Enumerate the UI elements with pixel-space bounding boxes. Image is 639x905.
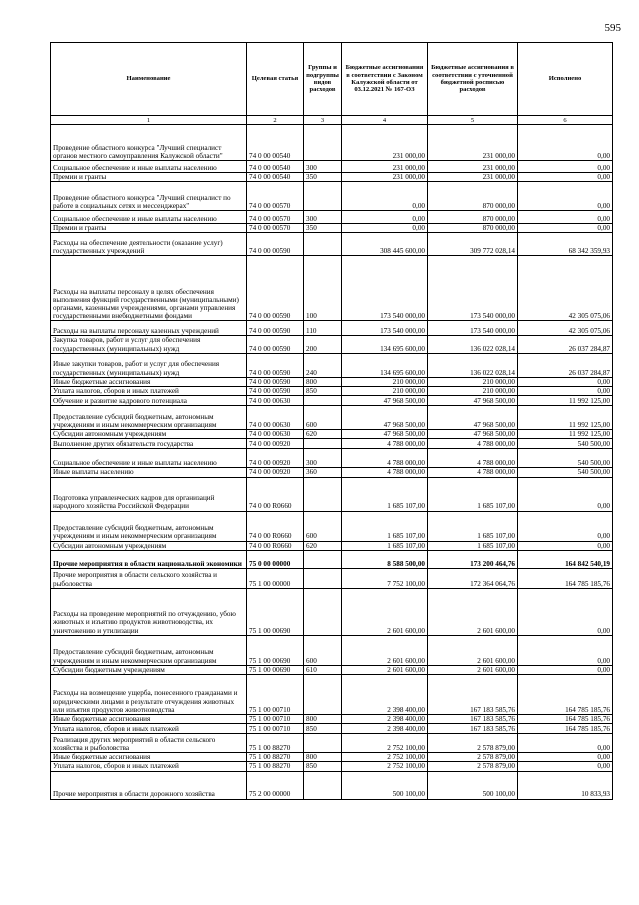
row-name: Премии и гранты [51, 173, 247, 182]
table-row [51, 449, 613, 468]
row-expense-group: 110 [304, 321, 342, 336]
row-name: Предоставление субсидий бюджетным, автономным учреждениям и иным некоммерческим организациям [51, 406, 247, 430]
row-law-amount: 4 788 000,00 [342, 449, 428, 468]
row-refined-amount: 172 364 064,76 [428, 568, 518, 588]
row-target-article: 75 1 00 00690 [247, 635, 304, 665]
row-expense-group: 350 [304, 224, 342, 233]
row-refined-amount: 167 183 585,76 [428, 724, 518, 734]
row-law-amount: 2 752 100,00 [342, 753, 428, 762]
row-expense-group: 800 [304, 753, 342, 762]
table-row [51, 635, 613, 665]
row-executed-amount: 0,00 [518, 511, 613, 541]
row-name: Уплата налогов, сборов и иных платежей [51, 762, 247, 771]
row-expense-group: 800 [304, 715, 342, 724]
row-executed-amount: 164 785 185,76 [518, 724, 613, 734]
column-number: 3 [304, 116, 342, 125]
row-law-amount: 2 398 400,00 [342, 675, 428, 715]
row-refined-amount: 1 685 107,00 [428, 541, 518, 550]
row-target-article: 75 1 00 00690 [247, 665, 304, 674]
row-target-article: 74 0 00 00540 [247, 173, 304, 182]
row-name: Выполнение других обязательств государства [51, 439, 247, 449]
row-name: Проведение областного конкурса "Лучший специалист по работе в социальных сетях и мессенджерах" [51, 182, 247, 211]
row-executed-amount: 11 992 125,00 [518, 430, 613, 439]
row-refined-amount: 231 000,00 [428, 161, 518, 173]
row-target-article: 74 0 00 00630 [247, 430, 304, 439]
column-number: 2 [247, 116, 304, 125]
header-expense-groups: Группы и подгруппы видов расходов [304, 43, 342, 116]
row-refined-amount: 47 968 500,00 [428, 406, 518, 430]
row-refined-amount: 4 788 000,00 [428, 468, 518, 477]
row-target-article: 74 0 00 00920 [247, 439, 304, 449]
row-executed-amount: 0,00 [518, 161, 613, 173]
row-target-article: 74 0 00 00920 [247, 468, 304, 477]
header-name: Наименование [51, 43, 247, 116]
row-executed-amount: 164 842 540,19 [518, 550, 613, 568]
row-refined-amount: 136 022 028,14 [428, 336, 518, 353]
row-refined-amount: 173 200 464,76 [428, 550, 518, 568]
header-law-allocations: Бюджетные ассигнования в соответствии с Законом Калужской области от 03.12.2021 № 167-ОЗ [342, 43, 428, 116]
row-law-amount: 4 788 000,00 [342, 468, 428, 477]
row-law-amount: 0,00 [342, 211, 428, 224]
table-row [51, 588, 613, 635]
row-target-article: 75 1 00 88270 [247, 734, 304, 753]
row-name: Прочие мероприятия в области сельского хозяйства и рыболовства [51, 568, 247, 588]
table-row [51, 430, 613, 439]
row-executed-amount: 540 500,00 [518, 449, 613, 468]
row-expense-group: 800 [304, 377, 342, 386]
row-law-amount: 500 100,00 [342, 771, 428, 799]
table-row [51, 336, 613, 353]
row-name: Прочие мероприятия в области национальной экономики [51, 550, 247, 568]
row-executed-amount: 0,00 [518, 125, 613, 161]
row-executed-amount: 0,00 [518, 477, 613, 511]
row-expense-group [304, 734, 342, 753]
row-expense-group: 100 [304, 256, 342, 321]
row-expense-group: 300 [304, 211, 342, 224]
row-name: Субсидии автономным учреждениям [51, 541, 247, 550]
row-target-article: 74 0 00 00590 [247, 256, 304, 321]
row-target-article: 75 1 00 00710 [247, 675, 304, 715]
row-target-article: 74 0 00 00590 [247, 233, 304, 256]
row-refined-amount: 231 000,00 [428, 125, 518, 161]
row-name: Социальное обеспечение и иные выплаты населению [51, 211, 247, 224]
row-law-amount: 0,00 [342, 182, 428, 211]
row-law-amount: 210 000,00 [342, 387, 428, 396]
row-target-article: 74 0 00 00590 [247, 336, 304, 353]
row-refined-amount: 870 000,00 [428, 224, 518, 233]
row-name: Субсидии автономным учреждениям [51, 430, 247, 439]
table-row [51, 173, 613, 182]
column-number: 1 [51, 116, 247, 125]
table-row [51, 762, 613, 771]
row-expense-group: 850 [304, 762, 342, 771]
table-row [51, 439, 613, 449]
table-row [51, 406, 613, 430]
row-refined-amount: 2 601 600,00 [428, 635, 518, 665]
row-refined-amount: 167 183 585,76 [428, 675, 518, 715]
row-expense-group [304, 550, 342, 568]
row-executed-amount: 164 785 185,76 [518, 568, 613, 588]
row-executed-amount: 0,00 [518, 635, 613, 665]
row-target-article: 74 0 00 R0660 [247, 541, 304, 550]
row-law-amount: 1 685 107,00 [342, 511, 428, 541]
row-executed-amount: 68 342 359,93 [518, 233, 613, 256]
row-law-amount: 4 788 000,00 [342, 439, 428, 449]
row-expense-group: 360 [304, 468, 342, 477]
table-row [51, 387, 613, 396]
table-row [51, 224, 613, 233]
row-name: Закупка товаров, работ и услуг для обеспечения государственных (муниципальных) нужд [51, 336, 247, 353]
row-refined-amount: 173 540 000,00 [428, 321, 518, 336]
row-name: Прочие мероприятия в области дорожного хозяйства [51, 771, 247, 799]
row-refined-amount: 4 788 000,00 [428, 439, 518, 449]
row-executed-amount: 0,00 [518, 665, 613, 674]
row-law-amount: 2 601 600,00 [342, 635, 428, 665]
table-row [51, 665, 613, 674]
header-target-article: Целевая статья [247, 43, 304, 116]
row-expense-group: 850 [304, 387, 342, 396]
row-expense-group [304, 233, 342, 256]
row-name: Уплата налогов, сборов и иных платежей [51, 724, 247, 734]
row-executed-amount: 0,00 [518, 211, 613, 224]
row-law-amount: 2 752 100,00 [342, 734, 428, 753]
row-refined-amount: 136 022 028,14 [428, 353, 518, 377]
row-expense-group: 620 [304, 541, 342, 550]
row-name: Иные бюджетные ассигнования [51, 753, 247, 762]
row-refined-amount: 2 601 600,00 [428, 665, 518, 674]
column-number: 4 [342, 116, 428, 125]
row-expense-group [304, 588, 342, 635]
row-refined-amount: 1 685 107,00 [428, 477, 518, 511]
row-expense-group [304, 771, 342, 799]
row-expense-group: 850 [304, 724, 342, 734]
row-expense-group [304, 182, 342, 211]
row-target-article: 75 1 00 00690 [247, 588, 304, 635]
row-name: Реализация других мероприятий в области сельского хозяйства и рыболовства [51, 734, 247, 753]
row-target-article: 74 0 00 00570 [247, 224, 304, 233]
row-name: Расходы на выплаты персоналу казенных учреждений [51, 321, 247, 336]
row-refined-amount: 2 578 879,00 [428, 753, 518, 762]
table-row [51, 233, 613, 256]
row-executed-amount: 42 305 075,06 [518, 321, 613, 336]
table-row [51, 541, 613, 550]
row-target-article: 74 0 00 00570 [247, 211, 304, 224]
row-refined-amount: 4 788 000,00 [428, 449, 518, 468]
row-target-article: 75 1 00 88270 [247, 762, 304, 771]
table-row [51, 161, 613, 173]
row-name: Расходы на обеспечение деятельности (оказание услуг) государственных учреждений [51, 233, 247, 256]
table-row [51, 753, 613, 762]
row-name: Иные выплаты населению [51, 468, 247, 477]
row-law-amount: 47 968 500,00 [342, 406, 428, 430]
row-law-amount: 7 752 100,00 [342, 568, 428, 588]
row-name: Расходы на выплаты персоналу в целях обеспечения выполнения функций государственными (муниципальными) органами, казенными учреждениями, органами управления государственными внебюджетными фондами [51, 256, 247, 321]
row-law-amount: 231 000,00 [342, 161, 428, 173]
row-law-amount: 2 752 100,00 [342, 762, 428, 771]
row-law-amount: 47 968 500,00 [342, 396, 428, 406]
row-law-amount: 0,00 [342, 224, 428, 233]
table-row [51, 256, 613, 321]
row-executed-amount: 540 500,00 [518, 468, 613, 477]
row-refined-amount: 870 000,00 [428, 182, 518, 211]
row-name: Расходы на проведение мероприятий по отчуждению, убою животных и изъятию продуктов животноводства, их уничтожению и утилизации [51, 588, 247, 635]
row-law-amount: 47 968 500,00 [342, 430, 428, 439]
row-target-article: 74 0 00 00540 [247, 125, 304, 161]
row-name: Иные бюджетные ассигнования [51, 377, 247, 386]
row-executed-amount: 11 992 125,00 [518, 406, 613, 430]
row-name: Иные закупки товаров, работ и услуг для обеспечения государственных (муниципальных) нужд [51, 353, 247, 377]
table-row [51, 377, 613, 386]
row-refined-amount: 47 968 500,00 [428, 396, 518, 406]
table-row [51, 511, 613, 541]
row-target-article: 74 0 00 00590 [247, 353, 304, 377]
row-target-article: 74 0 00 00630 [247, 396, 304, 406]
row-target-article: 74 0 00 00920 [247, 449, 304, 468]
row-executed-amount: 0,00 [518, 762, 613, 771]
table-row [51, 675, 613, 715]
row-expense-group: 200 [304, 336, 342, 353]
row-executed-amount: 10 833,93 [518, 771, 613, 799]
row-name: Социальное обеспечение и иные выплаты населению [51, 161, 247, 173]
row-expense-group [304, 439, 342, 449]
row-target-article: 74 0 00 R0660 [247, 477, 304, 511]
row-law-amount: 134 695 600,00 [342, 336, 428, 353]
row-target-article: 74 0 00 R0660 [247, 511, 304, 541]
row-target-article: 75 2 00 00000 [247, 771, 304, 799]
row-target-article: 74 0 00 00590 [247, 387, 304, 396]
row-expense-group [304, 125, 342, 161]
row-refined-amount: 2 578 879,00 [428, 762, 518, 771]
row-law-amount: 231 000,00 [342, 173, 428, 182]
table-row [51, 724, 613, 734]
row-executed-amount: 26 037 284,87 [518, 353, 613, 377]
table-row [51, 715, 613, 724]
row-target-article: 74 0 00 00540 [247, 161, 304, 173]
row-executed-amount: 0,00 [518, 224, 613, 233]
row-expense-group: 300 [304, 449, 342, 468]
row-name: Предоставление субсидий бюджетным, автономным учреждениям и иным некоммерческим организациям [51, 635, 247, 665]
row-name: Субсидии бюджетным учреждениям [51, 665, 247, 674]
row-name: Проведение областного конкурса "Лучший специалист органов местного самоуправления Калужской области" [51, 125, 247, 161]
row-target-article: 74 0 00 00590 [247, 377, 304, 386]
table-row [51, 353, 613, 377]
row-refined-amount: 2 601 600,00 [428, 588, 518, 635]
row-executed-amount: 11 992 125,00 [518, 396, 613, 406]
row-expense-group: 300 [304, 161, 342, 173]
table-row [51, 550, 613, 568]
row-expense-group: 240 [304, 353, 342, 377]
row-law-amount: 134 695 600,00 [342, 353, 428, 377]
row-expense-group [304, 396, 342, 406]
row-law-amount: 2 398 400,00 [342, 715, 428, 724]
row-expense-group: 600 [304, 635, 342, 665]
header-executed: Исполнено [518, 43, 613, 116]
table-body [51, 125, 613, 800]
row-refined-amount: 231 000,00 [428, 173, 518, 182]
row-law-amount: 173 540 000,00 [342, 256, 428, 321]
row-target-article: 75 1 00 00710 [247, 724, 304, 734]
row-refined-amount: 167 183 585,76 [428, 715, 518, 724]
column-number: 5 [428, 116, 518, 125]
row-refined-amount: 870 000,00 [428, 211, 518, 224]
row-name: Уплата налогов, сборов и иных платежей [51, 387, 247, 396]
row-executed-amount: 0,00 [518, 588, 613, 635]
row-target-article: 75 1 00 00710 [247, 715, 304, 724]
row-executed-amount: 0,00 [518, 753, 613, 762]
row-executed-amount: 26 037 284,87 [518, 336, 613, 353]
row-refined-amount: 47 968 500,00 [428, 430, 518, 439]
row-executed-amount: 0,00 [518, 173, 613, 182]
row-executed-amount: 0,00 [518, 182, 613, 211]
table-row [51, 771, 613, 799]
row-law-amount: 8 588 500,00 [342, 550, 428, 568]
table-row [51, 477, 613, 511]
row-law-amount: 2 601 600,00 [342, 588, 428, 635]
row-law-amount: 308 445 600,00 [342, 233, 428, 256]
row-target-article: 74 0 00 00570 [247, 182, 304, 211]
row-target-article: 74 0 00 00590 [247, 321, 304, 336]
row-refined-amount: 500 100,00 [428, 771, 518, 799]
row-law-amount: 173 540 000,00 [342, 321, 428, 336]
row-law-amount: 1 685 107,00 [342, 477, 428, 511]
row-expense-group: 350 [304, 173, 342, 182]
row-law-amount: 231 000,00 [342, 125, 428, 161]
row-expense-group: 600 [304, 511, 342, 541]
table-row [51, 568, 613, 588]
table-row [51, 182, 613, 211]
row-executed-amount: 164 785 185,76 [518, 675, 613, 715]
table-row [51, 321, 613, 336]
row-executed-amount: 540 500,00 [518, 439, 613, 449]
row-refined-amount: 1 685 107,00 [428, 511, 518, 541]
page-number: 595 [604, 22, 621, 34]
row-name: Подготовка управленческих кадров для организаций народного хозяйства Российской Федерации [51, 477, 247, 511]
header-refined-allocations: Бюджетные ассигнования в соответствии с уточненной бюджетной росписью расходов [428, 43, 518, 116]
row-target-article: 74 0 00 00630 [247, 406, 304, 430]
row-executed-amount: 0,00 [518, 377, 613, 386]
row-name: Иные бюджетные ассигнования [51, 715, 247, 724]
row-expense-group: 620 [304, 430, 342, 439]
table-row [51, 211, 613, 224]
row-expense-group: 610 [304, 665, 342, 674]
row-law-amount: 1 685 107,00 [342, 541, 428, 550]
row-target-article: 75 1 00 00000 [247, 568, 304, 588]
row-refined-amount: 173 540 000,00 [428, 256, 518, 321]
row-executed-amount: 164 785 185,76 [518, 715, 613, 724]
row-name: Социальное обеспечение и иные выплаты населению [51, 449, 247, 468]
row-law-amount: 2 398 400,00 [342, 724, 428, 734]
table-row [51, 468, 613, 477]
budget-table [50, 42, 613, 800]
row-refined-amount: 210 000,00 [428, 377, 518, 386]
row-executed-amount: 0,00 [518, 541, 613, 550]
row-refined-amount: 309 772 028,14 [428, 233, 518, 256]
row-name: Предоставление субсидий бюджетным, автономным учреждениям и иным некоммерческим организациям [51, 511, 247, 541]
row-expense-group [304, 675, 342, 715]
row-name: Расходы на возмещение ущерба, понесенного гражданами и юридическими лицами в результате отчуждения животных или изъятия продуктов животноводства [51, 675, 247, 715]
row-expense-group [304, 477, 342, 511]
row-name: Премии и гранты [51, 224, 247, 233]
row-law-amount: 210 000,00 [342, 377, 428, 386]
column-number-row [51, 116, 613, 125]
row-refined-amount: 2 578 879,00 [428, 734, 518, 753]
table-row [51, 396, 613, 406]
row-target-article: 75 1 00 88270 [247, 753, 304, 762]
row-executed-amount: 0,00 [518, 734, 613, 753]
row-target-article: 75 0 00 00000 [247, 550, 304, 568]
row-expense-group: 600 [304, 406, 342, 430]
row-expense-group [304, 568, 342, 588]
row-law-amount: 2 601 600,00 [342, 665, 428, 674]
table-row [51, 734, 613, 753]
row-name: Обучение и развитие кадрового потенциала [51, 396, 247, 406]
table-header-row [51, 43, 613, 116]
table-row [51, 125, 613, 161]
row-refined-amount: 210 000,00 [428, 387, 518, 396]
row-executed-amount: 0,00 [518, 387, 613, 396]
row-executed-amount: 42 305 075,06 [518, 256, 613, 321]
column-number: 6 [518, 116, 613, 125]
